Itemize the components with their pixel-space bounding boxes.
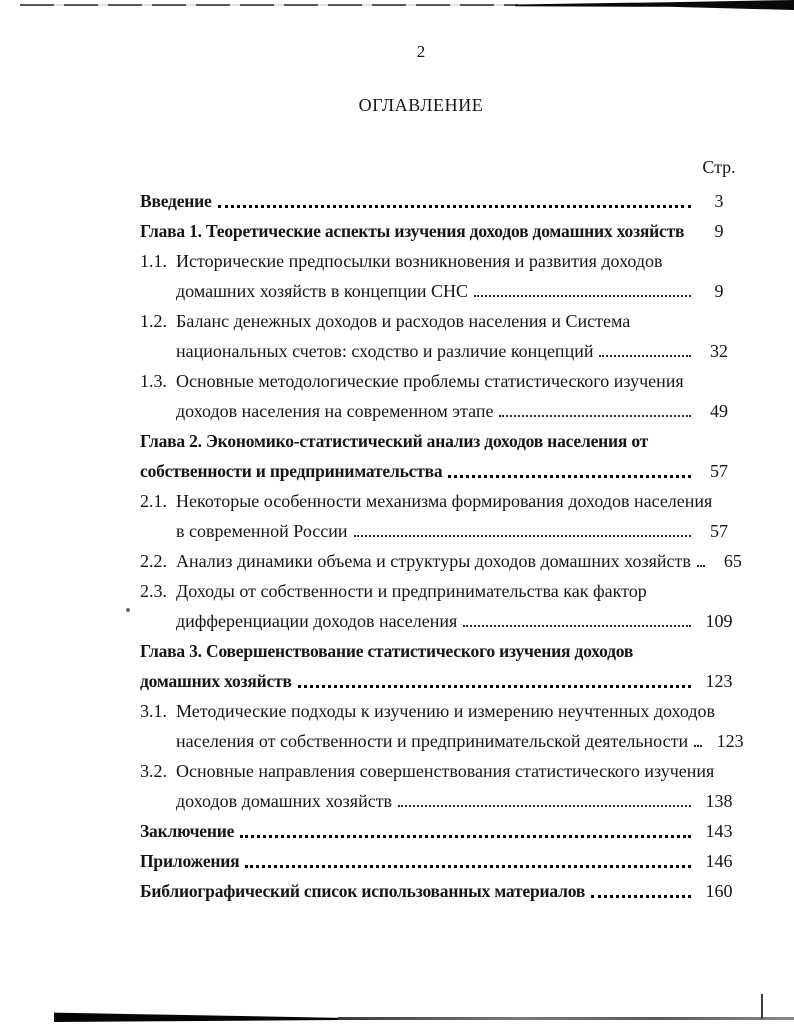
toc-row — [140, 546, 742, 576]
scan-artifact-bottom-left-wedge — [54, 1011, 340, 1022]
toc-indent — [140, 396, 176, 426]
dot-leader — [448, 475, 691, 478]
toc-item-text: Глава 1. Теоретические аспекты изучения доходов домашних хозяйств — [140, 221, 685, 241]
toc-item-number: 1.2. — [140, 311, 167, 331]
toc-page-number: 57 — [710, 461, 728, 481]
toc-item-text: собственности и предпринимательства — [140, 461, 443, 481]
toc-row — [140, 576, 742, 606]
page-column-header: Стр. — [702, 157, 736, 177]
toc-list — [140, 186, 742, 906]
toc-page-number: 160 — [705, 881, 733, 901]
page-title: ОГЛАВЛЕНИЕ — [358, 95, 484, 115]
toc-item-number: 2.3. — [140, 581, 167, 601]
toc-item-text: Основные направления совершенствования статистического изучения — [176, 761, 715, 781]
dot-leader — [218, 205, 691, 208]
toc-page-number: 109 — [705, 611, 733, 631]
toc-item-number: 1.3. — [140, 371, 167, 391]
toc-row — [140, 426, 742, 456]
toc-row — [140, 606, 742, 636]
toc-item-text: Глава 3. Совершенствование статистического изучения доходов — [140, 641, 634, 661]
toc-row — [140, 246, 742, 276]
toc-item-text: дифференциации доходов населения — [176, 611, 458, 631]
toc-item-number: 2.2. — [140, 551, 167, 571]
toc-page-number: 3 — [714, 191, 724, 211]
toc-item-text: домашних хозяйств — [140, 671, 292, 691]
toc-page-number: 49 — [710, 401, 728, 421]
toc-item-text: Заключение — [140, 821, 235, 841]
toc-indent — [140, 606, 176, 636]
toc-item-number: 2.1. — [140, 491, 167, 511]
toc-page-number: 143 — [705, 821, 733, 841]
toc-item-text: национальных счетов: сходство и различие концепций — [176, 341, 594, 361]
toc-item-text: домашних хозяйств в концепции СНС — [176, 281, 469, 301]
toc-page-number: 123 — [716, 731, 744, 751]
toc-item-number: 3.2. — [140, 761, 167, 781]
dot-leader — [298, 685, 691, 688]
scan-artifact-corner-tick — [761, 994, 763, 1019]
toc-item-text: Доходы от собственности и предпринимательства как фактор — [176, 581, 647, 601]
toc-indent — [140, 786, 176, 816]
toc-page-number: 32 — [710, 341, 728, 361]
toc-row — [140, 696, 742, 726]
dot-leader — [245, 865, 691, 868]
toc-item-text: Баланс денежных доходов и расходов населения и Система — [176, 311, 631, 331]
toc-page-number: 9 — [714, 281, 724, 301]
toc-row — [140, 876, 742, 906]
toc-row — [140, 336, 742, 366]
toc-row — [140, 306, 742, 336]
toc-item-text: Исторические предпосылки возникновения и развития доходов — [176, 251, 663, 271]
dot-leader — [463, 625, 691, 627]
scan-artifact-top-line — [20, 4, 518, 6]
toc-page-number: 146 — [705, 851, 733, 871]
scan-artifact-speck — [126, 608, 130, 612]
scan-artifact-bottom-line — [338, 1017, 794, 1020]
toc-row — [140, 366, 742, 396]
toc-page-number: 57 — [710, 521, 728, 541]
toc-row — [140, 516, 742, 546]
toc-row — [140, 276, 742, 306]
toc-row — [140, 186, 742, 216]
toc-item-text: Методические подходы к изучению и измерению неучтенных доходов — [176, 701, 715, 721]
toc-row — [140, 756, 742, 786]
toc-row — [140, 216, 742, 246]
toc-item-text: Введение — [140, 191, 212, 211]
dot-leader — [354, 535, 691, 537]
toc-item-text: Анализ динамики объема и структуры доходов домашних хозяйств — [176, 551, 691, 571]
dot-leader — [694, 745, 702, 747]
dot-leader — [499, 415, 691, 417]
toc-row — [140, 636, 742, 666]
toc-item-text: Некоторые особенности механизма формирования доходов населения — [176, 491, 713, 511]
toc-indent — [140, 516, 176, 546]
toc-item-text: Приложения — [140, 851, 240, 871]
toc-item-number: 1.1. — [140, 251, 167, 271]
toc-page-number: 138 — [705, 791, 733, 811]
toc-row — [140, 726, 742, 756]
toc-row — [140, 786, 742, 816]
toc-item-text: Библиографический список использованных материалов — [140, 881, 586, 901]
toc-row — [140, 486, 742, 516]
dot-leader — [697, 565, 705, 567]
toc-row — [140, 456, 742, 486]
page-number: 2 — [416, 42, 426, 61]
toc-item-text: доходов населения на современном этапе — [176, 401, 494, 421]
leader-spacer — [684, 216, 696, 246]
dot-leader — [398, 805, 691, 807]
toc-row — [140, 666, 742, 696]
toc-item-text: в современной России — [176, 521, 348, 541]
toc-indent — [140, 726, 176, 756]
toc-item-text: Основные методологические проблемы статистического изучения — [176, 371, 684, 391]
toc-indent — [140, 276, 176, 306]
toc-page-number: 65 — [723, 551, 742, 571]
dot-leader — [599, 355, 691, 357]
toc-item-text: Глава 2. Экономико-статистический анализ доходов населения от — [140, 431, 649, 451]
dot-leader — [474, 295, 691, 297]
toc-item-number: 3.1. — [140, 701, 167, 721]
toc-row — [140, 396, 742, 426]
toc-indent — [140, 336, 176, 366]
scan-artifact-top-right-wedge — [515, 0, 794, 10]
toc-row — [140, 846, 742, 876]
toc-item-text: населения от собственности и предпринимательской деятельности — [176, 731, 689, 751]
toc-page-number: 9 — [714, 221, 724, 241]
toc-row — [140, 816, 742, 846]
toc-page-number: 123 — [705, 671, 733, 691]
dot-leader — [591, 895, 691, 898]
dot-leader — [240, 835, 691, 838]
toc-item-text: доходов домашних хозяйств — [176, 791, 393, 811]
